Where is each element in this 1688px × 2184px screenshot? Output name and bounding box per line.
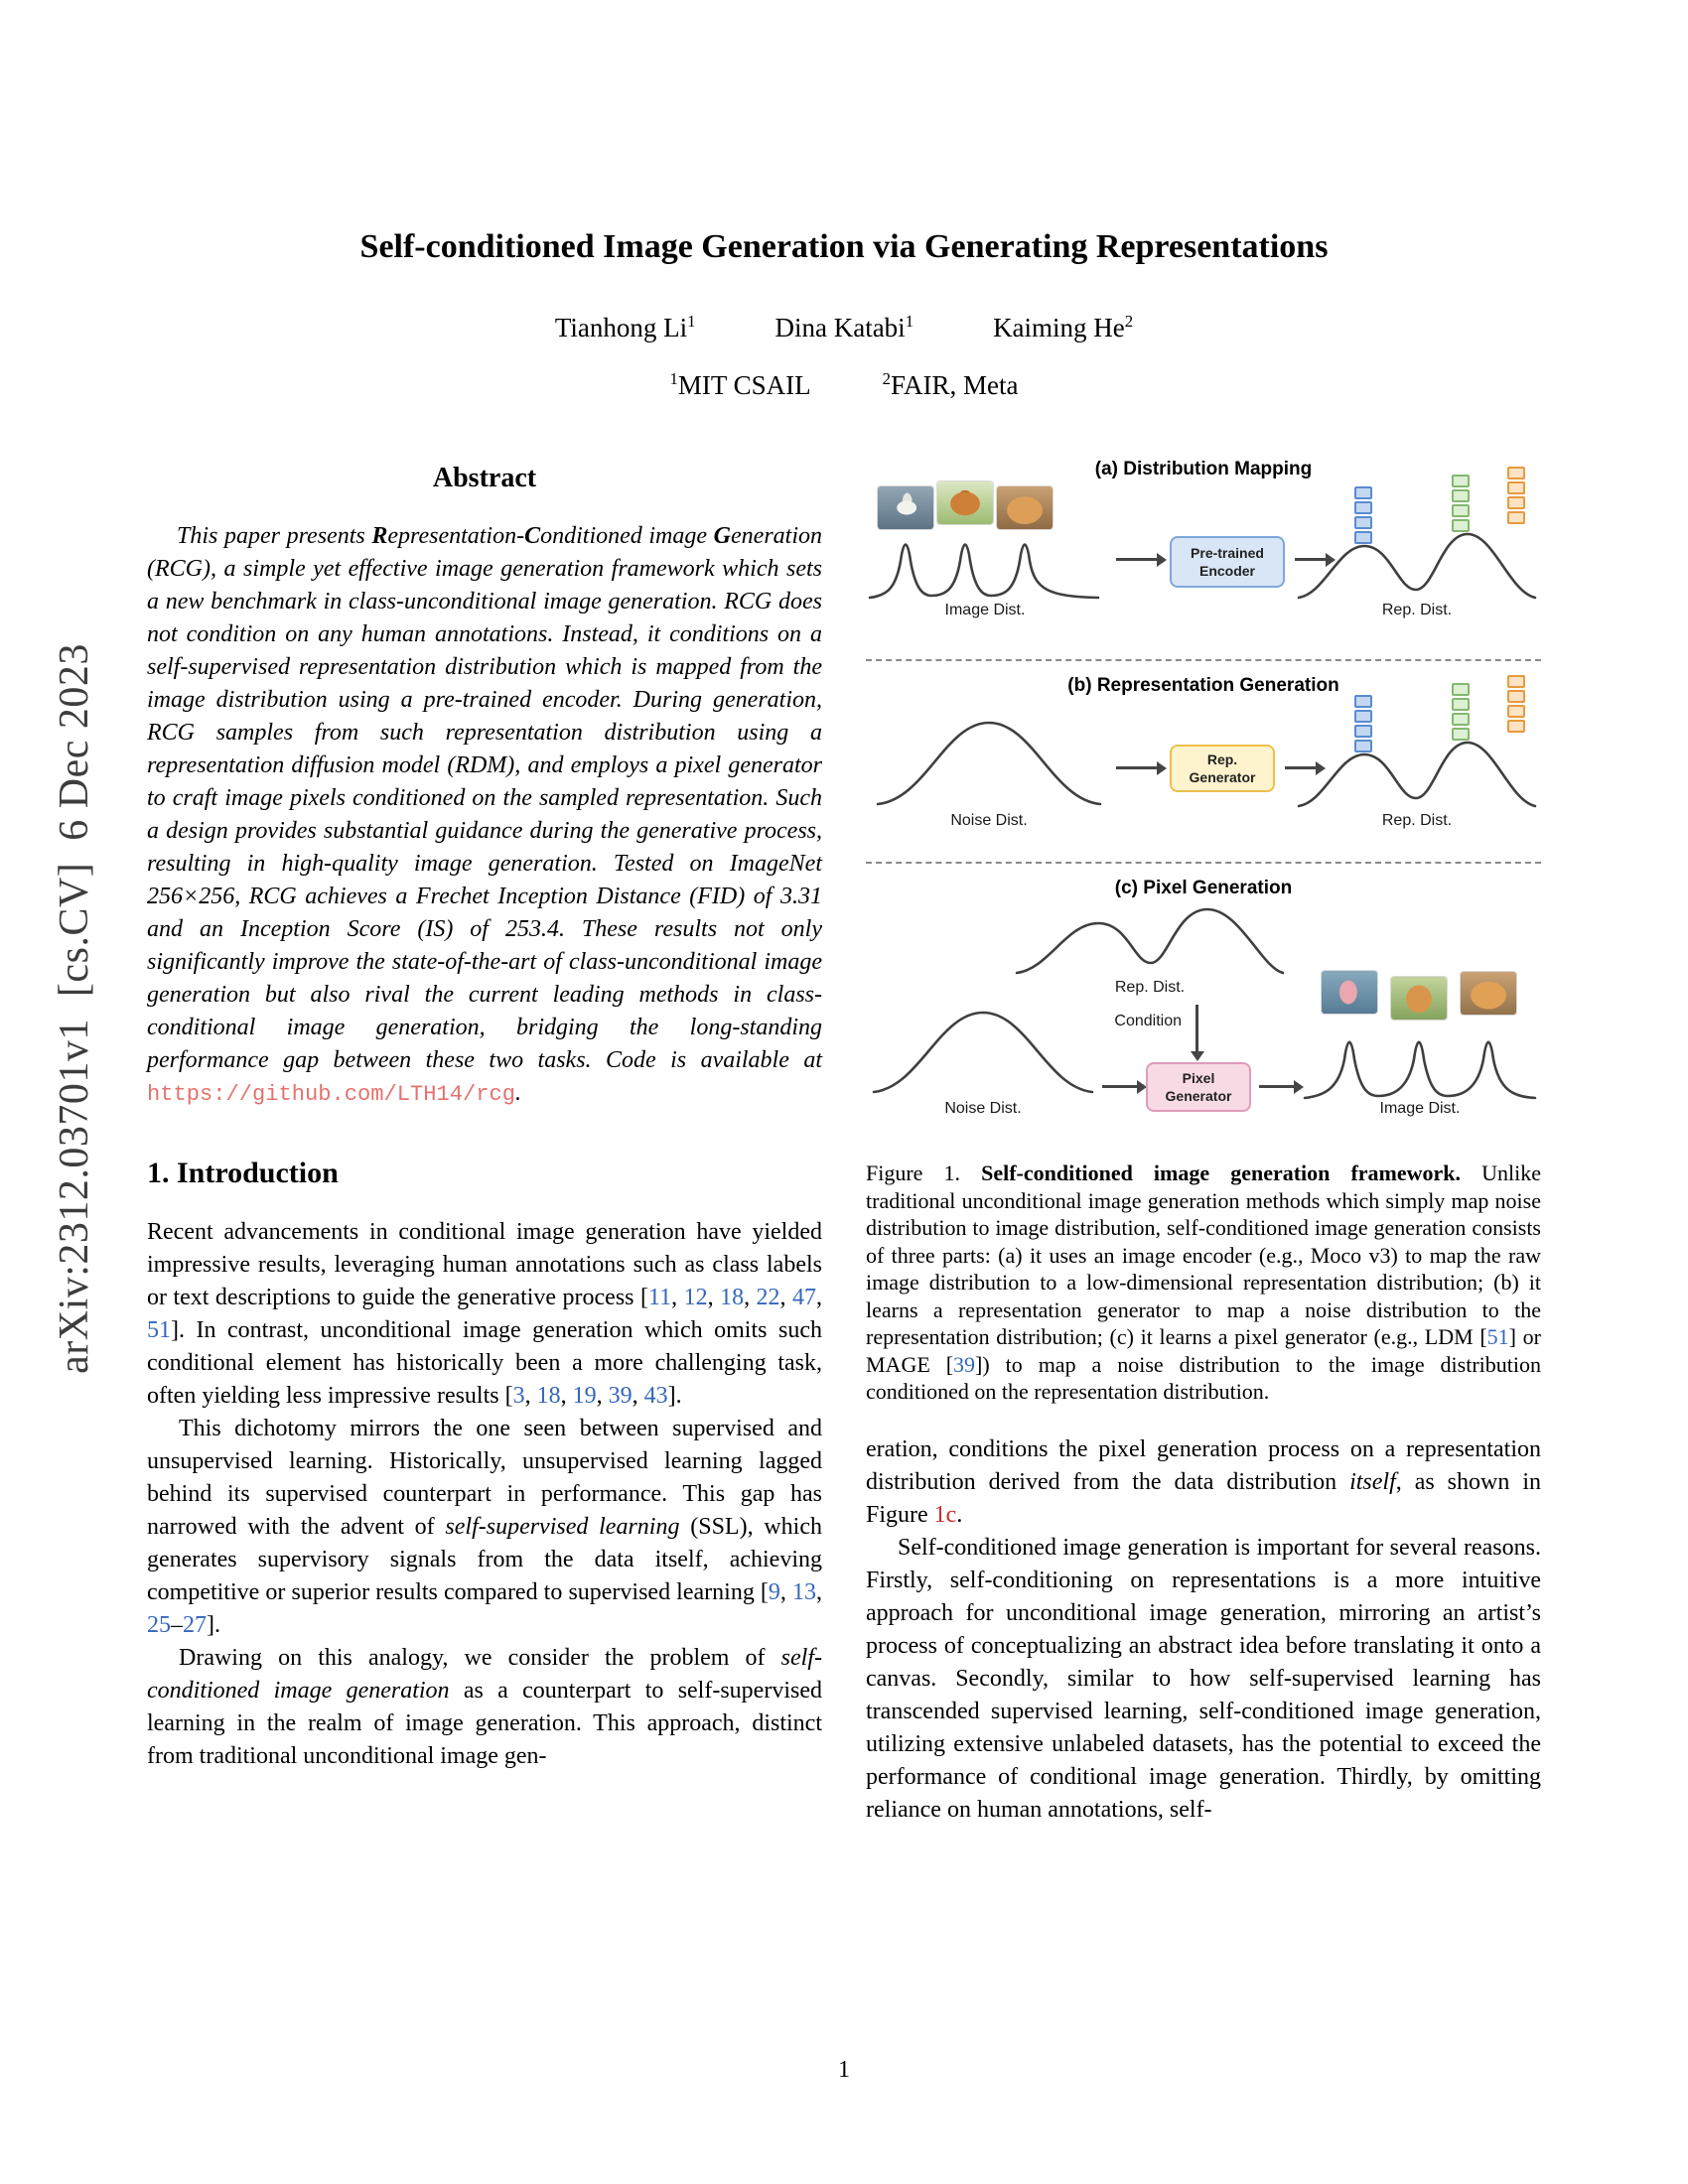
left-column <box>147 449 822 1827</box>
text-run: (SSL), which generates supervisory signals from the data itself, achieving competitive or superior results compared to supervised learning [ <box>147 1514 822 1605</box>
figure-ref[interactable]: 1c <box>933 1501 957 1528</box>
rep-dist-label: Rep. Dist. <box>1114 979 1186 996</box>
arrow-right-icon <box>1116 558 1158 561</box>
text-run: , <box>596 1383 609 1409</box>
affiliation-list <box>0 369 1688 401</box>
rep-token-stack-orange <box>1507 675 1525 733</box>
text-run: , <box>744 1285 757 1310</box>
affiliation-sup: 1 <box>669 369 678 388</box>
noise-dist-label: Noise Dist. <box>944 1100 1022 1117</box>
text-run: eneration (RCG), a simple yet effective image generation framework which sets a new benchmark in class-unconditional image generation. RCG does not condition on any human annotations. Instead, it conditions on a self-supervised representation distribution which is mapped from the image distribution using a pre-trained encoder. During generation, RCG samples from such representation distribution using a representation diffusion model (RDM), and employs a pixel generator to craft image pixels conditioned on the sampled representation. Such a design provides substantial guidance during the generative process, resulting in high-quality image generation. Tested on ImageNet 256×256, RCG achieves a Frechet Inception Distance (FID) of 3.31 and an Inception Score (IS) of 253.4. These results not only significantly improve the state-of-the-art of class-unconditional image generation but also rival the current leading methods in class-conditional image generation, bridging the long-standing performance gap between these two tasks. Code is available at <box>147 523 822 1073</box>
citation[interactable]: 43 <box>643 1383 668 1409</box>
generated-image-cat-face <box>1461 972 1516 1015</box>
author-name: Dina Katabi <box>774 313 906 342</box>
text-run: onditioned image <box>540 523 714 549</box>
rep-dist-label: Rep. Dist. <box>1381 812 1453 829</box>
text-run: Self-conditioned image generation is important for several reasons. Firstly, self-conditioning on representations is a more intuitive approach for unconditional image generation, mirroring an artist’s process of conceptualizing an abstract idea before translating it onto a canvas. Secondly, similar to how self-supervised learning has transcended supervised learning, self-conditioned image generation, utilizing extensive unlabeled datasets, has the potential to exceed the performance of conditional image generation. Thirdly, by omitting reliance on human annotations, self- <box>866 1534 1541 1823</box>
arrow-right-icon <box>1116 766 1158 769</box>
text-run: C <box>524 523 541 549</box>
text-run: , <box>779 1285 793 1310</box>
rep-distribution-curve-top <box>1015 901 1285 975</box>
text-run: Drawing on this analogy, we consider the problem of <box>179 1645 781 1671</box>
noise-distribution-curve <box>872 1003 1094 1094</box>
text-run: ]) to map a noise distribution to the image distribution conditioned on the representation distribution. <box>866 1351 1541 1404</box>
text-run: self-conditioned image generation <box>147 1645 822 1704</box>
text-run: Self-conditioned image generation framework. <box>981 1160 1462 1185</box>
text-run: ]. <box>207 1612 220 1638</box>
image-distribution-curve <box>1303 1021 1537 1100</box>
citation[interactable]: 19 <box>572 1383 597 1409</box>
text-run: , <box>816 1579 822 1605</box>
citation[interactable]: 51 <box>147 1317 171 1343</box>
intro-paragraph-2 <box>147 1413 822 1642</box>
text-run: G <box>713 523 732 549</box>
text-run: , <box>560 1383 573 1409</box>
author-affil-sup: 1 <box>905 312 914 331</box>
text-run: ]. <box>667 1383 682 1409</box>
abstract-text <box>147 520 822 1111</box>
figure-panel-a <box>866 457 1541 647</box>
citation[interactable]: 9 <box>768 1579 780 1605</box>
rep-token-stack-orange <box>1507 467 1525 524</box>
affiliation <box>669 369 810 401</box>
intro-paragraph-1 <box>147 1216 822 1413</box>
text-run: , <box>632 1383 644 1409</box>
image-dist-label: Image Dist. <box>1379 1100 1461 1117</box>
page-number: 1 <box>838 2057 850 2083</box>
text-run: , <box>779 1579 792 1605</box>
affiliation-sup: 2 <box>882 369 891 388</box>
rep-generator-label-line1: Rep. <box>1206 751 1238 767</box>
right-paragraph-2 <box>866 1532 1541 1827</box>
generated-image-cat-in-grass <box>1391 977 1447 1020</box>
citation[interactable]: 3 <box>512 1383 525 1409</box>
rep-generator-label-line2: Generator <box>1189 769 1256 785</box>
panel-separator <box>866 862 1541 864</box>
author <box>774 312 914 343</box>
text-run: This paper presents <box>177 523 372 549</box>
affiliation-name: MIT CSAIL <box>677 370 811 400</box>
text-run: as a counterpart to self-supervised learning in the realm of image generation. This approach, distinct from traditional unconditional image gen- <box>147 1678 822 1769</box>
two-column-body <box>147 449 1541 1827</box>
text-run: . <box>956 1501 963 1528</box>
figure-1-diagram <box>866 457 1541 1134</box>
panel-b-title: (b) Representation Generation <box>1067 675 1339 696</box>
citation[interactable]: 13 <box>792 1579 816 1605</box>
citation[interactable]: 12 <box>683 1285 708 1310</box>
rep-token-stack-blue <box>1354 486 1372 544</box>
citation[interactable]: 39 <box>608 1383 633 1409</box>
author <box>993 312 1133 343</box>
pixel-generator-box <box>1146 1062 1251 1112</box>
rep-token-stack-blue <box>1354 695 1372 752</box>
rep-generator-box <box>1170 745 1275 792</box>
noise-distribution-curve <box>876 713 1102 806</box>
condition-label: Condition <box>1114 1013 1182 1029</box>
abstract-heading: Abstract <box>432 463 537 493</box>
author <box>555 312 696 343</box>
author-list <box>0 312 1688 343</box>
arxiv-watermark: arXiv:2312.03701v1 [cs.CV] 6 Dec 2023 <box>52 643 97 1374</box>
arrow-right-icon <box>1102 1085 1138 1088</box>
panel-c-title: (c) Pixel Generation <box>1114 878 1293 898</box>
arrow-down-icon <box>1196 1005 1198 1052</box>
text-run: Unlike traditional unconditional image generation methods which simply map noise distribution to image distribution, self-conditioned image generation consists of three parts: (a) it uses an image encoder (e.g., Moco v3) to map the raw image distribution to a low-dimensional representation distribution; (b) it learns a representation generator to map a noise distribution to the representation distribution; (c) it learns a pixel generator (e.g., LDM [ <box>866 1160 1541 1349</box>
image-dist-label: Image Dist. <box>944 602 1026 618</box>
citation[interactable]: 47 <box>792 1285 817 1310</box>
intro-paragraph-3 <box>147 1642 822 1773</box>
text-run: – <box>171 1612 183 1638</box>
author-affil-sup: 1 <box>687 312 696 331</box>
rep-distribution-curve <box>1297 520 1537 600</box>
text-run: Recent advancements in conditional image generation have yielded impressive results, leveraging human annotations such as class labels or text descriptions to guide the generative process [ <box>147 1219 822 1310</box>
image-distribution-curve <box>868 522 1102 600</box>
rep-token-stack-green <box>1452 475 1470 532</box>
figure-panel-c <box>866 876 1541 1134</box>
text-run: This dichotomy mirrors the one seen between supervised and unsupervised learning. Historically, unsupervised learning lagged behind its supervised counterpart in performance. This gap has narrowed with the advent of <box>147 1416 822 1540</box>
arrow-right-icon <box>1259 1085 1295 1088</box>
pretrained-encoder-box <box>1170 536 1285 588</box>
text-run: , <box>671 1285 684 1310</box>
text-run: , <box>524 1383 537 1409</box>
citation[interactable]: 27 <box>183 1612 207 1638</box>
text-run: epresentation- <box>387 523 525 549</box>
encoder-box-label-line2: Encoder <box>1198 563 1255 579</box>
citation[interactable]: 11 <box>647 1285 672 1310</box>
citation[interactable]: 18 <box>720 1285 745 1310</box>
panel-separator <box>866 659 1541 661</box>
pixel-generator-label-line1: Pixel <box>1182 1069 1215 1086</box>
text-run: , as shown in Figure <box>866 1468 1541 1528</box>
paper-title: Self-conditioned Image Generation via Generating Representations <box>359 228 1329 265</box>
citation[interactable]: 25 <box>147 1612 171 1638</box>
citation[interactable]: 39 <box>953 1351 976 1377</box>
text-run: self-supervised learning <box>445 1514 680 1540</box>
affiliation <box>883 369 1019 401</box>
author-name: Kaiming He <box>993 313 1125 342</box>
section-heading-introduction: 1. Introduction <box>147 1157 339 1189</box>
figure-panel-b <box>866 673 1541 850</box>
affiliation-name: FAIR, Meta <box>891 370 1019 400</box>
rep-token-stack-green <box>1452 683 1470 741</box>
citation[interactable]: 51 <box>1486 1324 1509 1349</box>
panel-a-title: (a) Distribution Mapping <box>1094 459 1313 479</box>
text-run: . <box>514 1080 521 1106</box>
citation[interactable]: 18 <box>536 1383 561 1409</box>
pixel-generator-label-line2: Generator <box>1165 1088 1232 1104</box>
rep-dist-label: Rep. Dist. <box>1381 602 1453 618</box>
author-name: Tianhong Li <box>554 313 688 342</box>
generated-image-flamingo <box>1322 971 1377 1014</box>
code-url-link[interactable]: https://github.com/LTH14/rcg <box>147 1082 515 1107</box>
right-paragraph-1 <box>866 1433 1541 1532</box>
noise-dist-label: Noise Dist. <box>950 812 1028 829</box>
text-run: Figure 1. <box>866 1160 982 1185</box>
rep-distribution-curve <box>1297 729 1537 808</box>
figure-1-caption <box>866 1160 1541 1406</box>
text-run: R <box>371 523 388 549</box>
text-run: eration, conditions the pixel generation process on a representation distribution derived from the data distribution <box>866 1435 1541 1495</box>
text-run: itself <box>1349 1468 1396 1495</box>
text-run: ] or MAGE [ <box>866 1324 1541 1377</box>
encoder-box-label-line1: Pre-trained <box>1191 544 1264 561</box>
text-run: , <box>816 1285 823 1310</box>
text-run: ]. In contrast, unconditional image generation which omits such conditional element has historically been a more challenging task, often yielding less impressive results [ <box>147 1317 822 1409</box>
author-affil-sup: 2 <box>1124 312 1134 331</box>
text-run: , <box>707 1285 721 1310</box>
right-column <box>866 449 1541 1827</box>
sample-image-fox <box>937 481 993 524</box>
citation[interactable]: 22 <box>756 1285 780 1310</box>
